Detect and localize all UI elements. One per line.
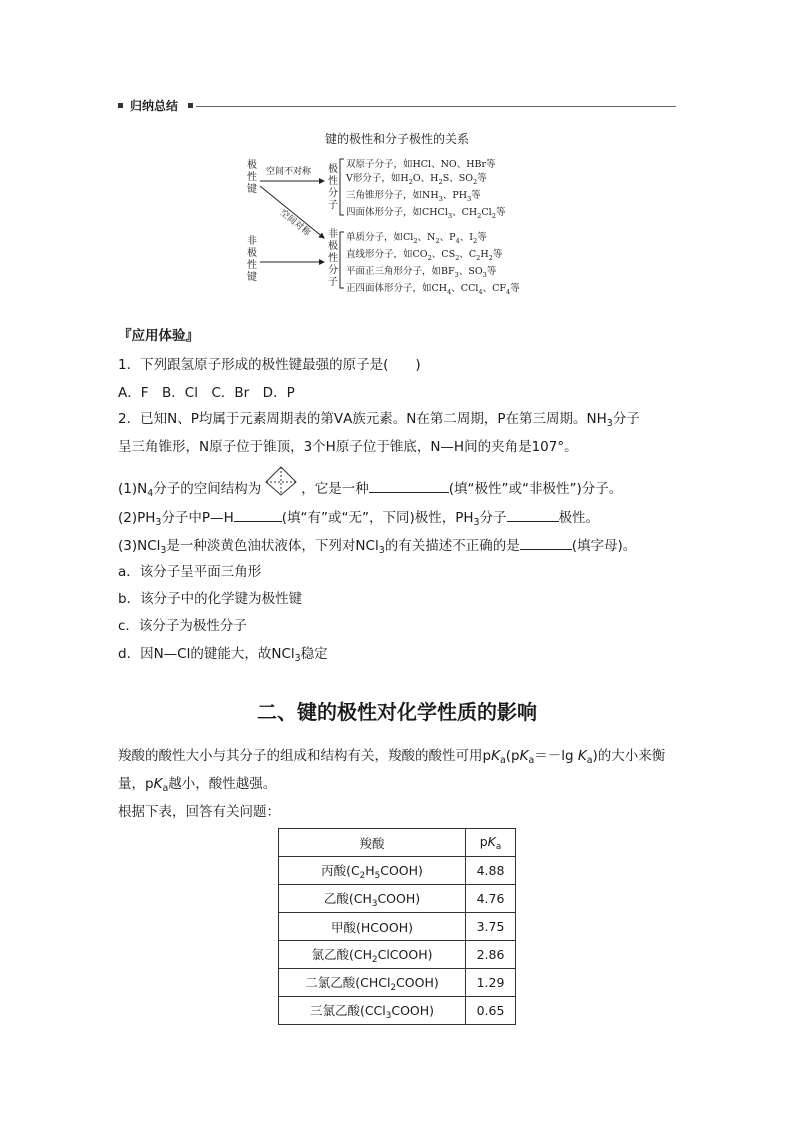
acid-name: 甲酸(HCOOH) xyxy=(279,913,466,941)
polarity-diagram xyxy=(240,156,570,296)
example-line: 直线形分子，如$CO_2$、$CS_2$、$C_2H_2$等 xyxy=(346,249,503,262)
acid-name: 丙酸$(C_2H_5COOH)$ xyxy=(279,857,466,885)
example-line: 三角锥形分子，如$NH_3$、$PH_3$等 xyxy=(346,190,481,203)
option-a: a．该分子呈平面三角形 xyxy=(118,564,262,580)
exercise-label: 『应用体验』 xyxy=(118,328,199,344)
acid-name: 二氯乙酸(CHCl$_2$COOH) xyxy=(279,969,466,997)
summary-heading-text: 归纳总结 xyxy=(130,99,179,113)
question-2-line-1: 2．已知N、P均属于元素周期表的第ⅤA族元素。N在第二周期，P在第三周期。$NH_3$分子 xyxy=(118,411,640,429)
header-pka: $pK_a$ xyxy=(466,829,516,857)
option-b: b．该分子中的化学键为极性键 xyxy=(118,591,303,607)
corner-bracket-icon: 』 xyxy=(185,328,199,344)
label-asymmetric: 空间不对称 xyxy=(266,167,312,177)
corner-bracket-icon: 『 xyxy=(118,328,132,344)
example-line: 正四面体形分子，如$CH_4$、CCl$_4$、$CF_4$等 xyxy=(346,283,520,296)
option-c: c．该分子为极性分子 xyxy=(118,618,247,634)
example-line: 四面体形分子，如CHCl$_3$、$CH_2Cl_2$等 xyxy=(346,207,506,220)
section-paragraph-3: 根据下表，回答有关问题： xyxy=(118,804,280,820)
table-row xyxy=(279,997,516,1025)
tetrahedron-icon xyxy=(262,465,300,497)
example-line: 平面正三角形分子，如$BF_3$、$SO_3$等 xyxy=(346,266,497,279)
header-acid: 羧酸 xyxy=(279,829,466,857)
summary-heading xyxy=(118,98,678,114)
answer-blank[interactable] xyxy=(234,507,282,522)
square-bullet-icon xyxy=(118,103,123,108)
example-line: V形分子，如$H_2O$、$H_2S$、$SO_2$等 xyxy=(346,173,487,186)
acid-name: 乙酸$(CH_3COOH)$ xyxy=(279,885,466,913)
acid-name: 三氯乙酸(CCl$_3$COOH) xyxy=(279,997,466,1025)
section-title: 二、键的极性对化学性质的影响 xyxy=(257,700,537,724)
section-paragraph-2: 量，$pK_a$越小，酸性越强。 xyxy=(118,776,277,794)
question-2-part-1: $(1)N_4$分子的空间结构为 ，它是一种 (填“极性”或“非极性”)分子。 xyxy=(118,478,622,504)
pka-value: 2.86 xyxy=(466,941,516,969)
diagram-title: 键的极性和分子极性的关系 xyxy=(324,132,469,146)
table-row xyxy=(279,885,516,913)
pka-value: 1.29 xyxy=(466,969,516,997)
pka-table xyxy=(278,828,516,1025)
label-symmetric: 空间对称 xyxy=(277,208,312,239)
table-header-row xyxy=(279,829,516,857)
pka-value: 0.65 xyxy=(466,997,516,1025)
polar-examples xyxy=(346,158,571,223)
pka-value: 4.76 xyxy=(466,885,516,913)
label-polar-bond: 极 性 键 xyxy=(247,160,257,195)
table-row xyxy=(279,969,516,997)
square-bullet-icon xyxy=(188,103,193,108)
label-nonpolar-bond: 非 极 性 键 xyxy=(247,236,257,283)
answer-blank[interactable] xyxy=(507,507,559,522)
table-row xyxy=(279,941,516,969)
pka-value: 3.75 xyxy=(466,913,516,941)
example-line: 双原子分子，如HCl、NO、HBr等 xyxy=(346,159,496,170)
pka-value: 4.88 xyxy=(466,857,516,885)
answer-blank[interactable] xyxy=(520,535,572,550)
acid-name: 氯乙酸$(CH_2ClCOOH)$ xyxy=(279,941,466,969)
table-row xyxy=(279,857,516,885)
brace-icon xyxy=(339,158,345,216)
question-1-options: A．F B．Cl C．Br D．P xyxy=(118,385,295,401)
label-polar-molecule: 极 性 分 子 xyxy=(328,164,338,211)
section-paragraph-1: 羧酸的酸性大小与其分子的组成和结构有关，羧酸的酸性可用$pK_a(pK_a=-\lg$ $K_a$)的大小来衡 xyxy=(118,748,666,766)
table-row xyxy=(279,913,516,941)
question-2-part-2: $(2)PH_3$分子中P—H (填“有”或“无”，下同)极性，$PH_3$分子 极性。 xyxy=(118,507,599,533)
brace-icon xyxy=(339,231,345,289)
answer-blank[interactable] xyxy=(369,478,449,493)
label-nonpolar-molecule: 非 极 性 分 子 xyxy=(328,229,338,288)
question-2-line-2: 呈三角锥形，N原子位于锥顶，3个H原子位于锥底，N—H间的夹角是107°。 xyxy=(118,439,578,455)
nonpolar-examples xyxy=(346,231,571,299)
option-d: d．因N—Cl的键能大，故NCl$_3$稳定 xyxy=(118,646,328,664)
question-2-part-3: (3)NCl$_3$是一种淡黄色油状液体，下列对NCl$_3$的有关描述不正确的是 (填字母)。 xyxy=(118,535,636,561)
example-line: 单质分子，如$Cl_2$、$N_2$、$P_4$、$I_2$等 xyxy=(346,232,487,245)
heading-rule xyxy=(196,106,676,107)
question-1: 1．下列跟氢原子形成的极性键最强的原子是( ) xyxy=(118,357,421,373)
